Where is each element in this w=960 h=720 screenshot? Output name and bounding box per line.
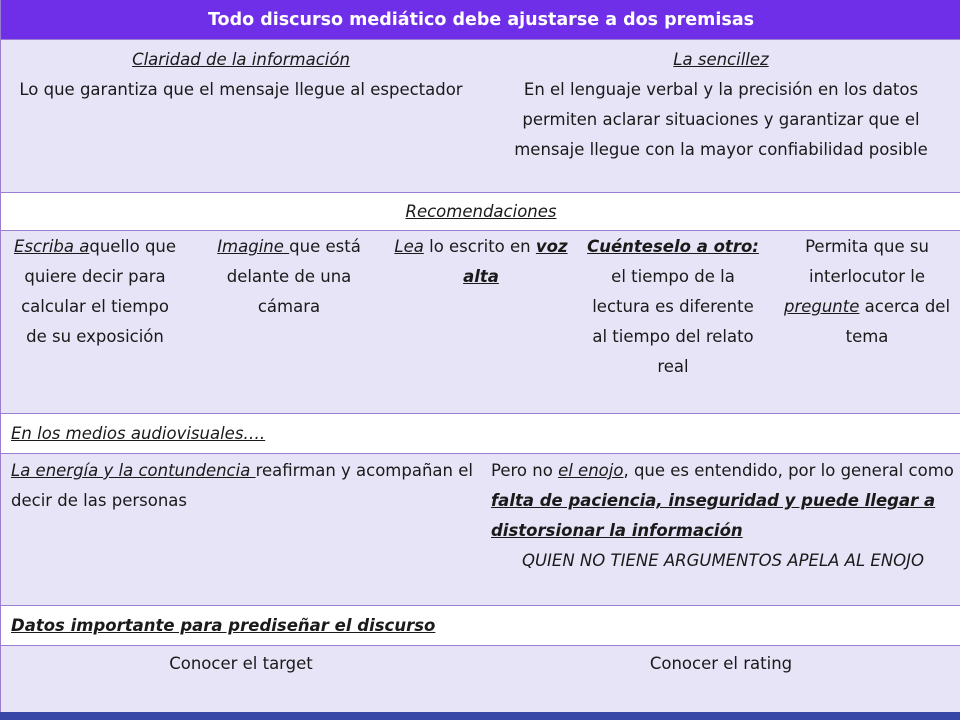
medios-row bbox=[1, 454, 960, 606]
premisa-sencillez-title: La sencillez bbox=[673, 50, 769, 69]
footer-bar bbox=[0, 712, 960, 720]
medios-title-row bbox=[1, 414, 960, 454]
datos-rating: Conocer el rating bbox=[649, 654, 793, 673]
datos-target: Conocer el target bbox=[169, 654, 313, 673]
premisa-claridad-title: Claridad de la información bbox=[132, 50, 350, 69]
recomendaciones-row bbox=[1, 231, 960, 414]
recomendacion-cuenteselo: Cuénteselo a otro: el tiempo de la lectura es diferente al tiempo del relato real bbox=[587, 237, 759, 376]
medios-title: En los medios audiovisuales…. bbox=[11, 424, 266, 443]
medios-enojo-caps: QUIEN NO TIENE ARGUMENTOS APELA AL ENOJO bbox=[521, 551, 925, 570]
recomendacion-escriba: Escriba aquello que quiere decir para calcular el tiempo de su exposición bbox=[13, 237, 177, 346]
medios-enojo: Pero no el enojo, que es entendido, por lo general como falta de paciencia, inseguridad y puede llegar a distorsionar la información QUIEN NO TIENE ARGUMENTOS APELA AL ENOJO bbox=[491, 454, 955, 576]
premisa-claridad-text: Lo que garantiza que el mensaje llegue al espectador bbox=[19, 80, 463, 99]
recomendacion-permita: Permita que su interlocutor le pregunte acerca del tema bbox=[783, 237, 951, 346]
recomendacion-lea: Lea lo escrito en voz alta bbox=[394, 237, 568, 286]
premisa-claridad bbox=[9, 40, 473, 105]
datos-title-row bbox=[1, 606, 960, 646]
header-title: Todo discurso mediático debe ajustarse a dos premisas bbox=[207, 10, 755, 30]
datos-row bbox=[1, 646, 960, 712]
table-header bbox=[1, 0, 960, 40]
medios-energia: La energía y la contundencia reafirman y acompañan el decir de las personas bbox=[11, 461, 473, 510]
premisas-row bbox=[1, 40, 960, 193]
premisa-sencillez-text: En el lenguaje verbal y la precisión en los datos permiten aclarar situaciones y garantizar que el mensaje llegue con la mayor confiabilidad posible bbox=[514, 80, 928, 159]
datos-title: Datos importante para prediseñar el discurso bbox=[11, 616, 436, 635]
recomendaciones-title: Recomendaciones bbox=[405, 202, 557, 221]
recomendacion-imagine: Imagine que está delante de una cámara bbox=[217, 237, 361, 316]
premisa-sencillez bbox=[487, 40, 955, 165]
recomendaciones-title-row bbox=[1, 193, 960, 231]
